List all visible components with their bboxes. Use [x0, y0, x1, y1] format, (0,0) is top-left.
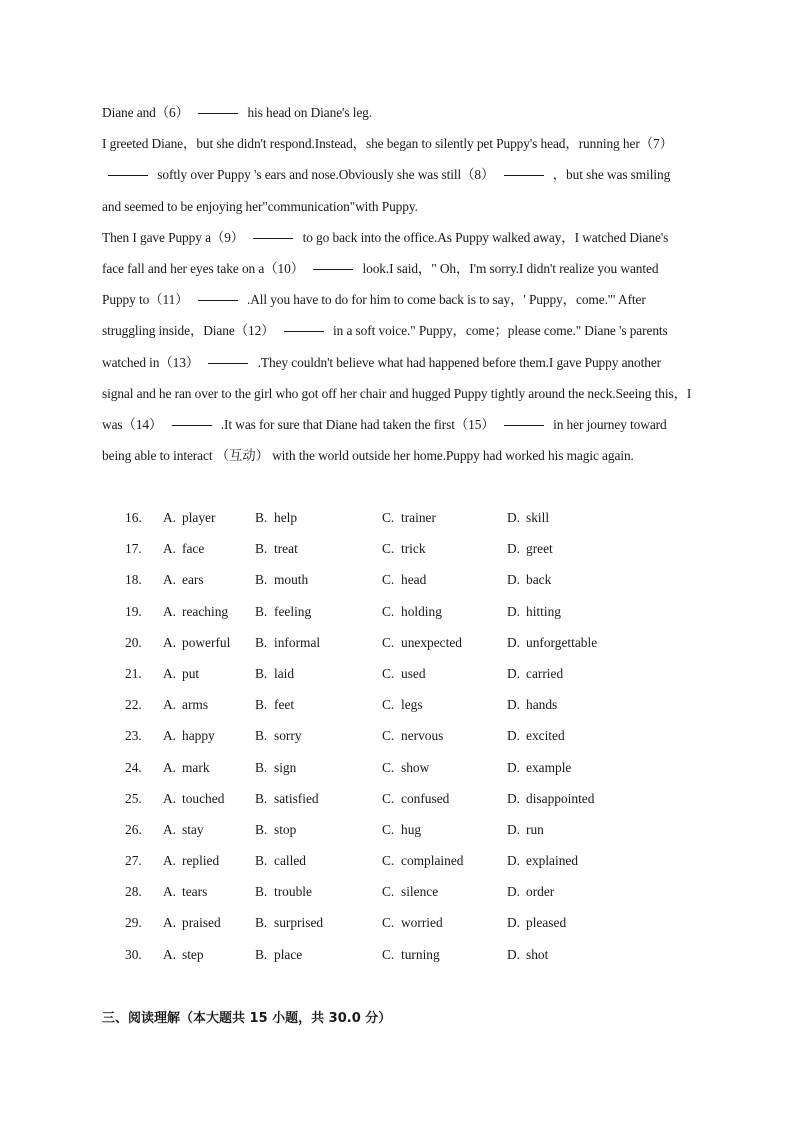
passage-text: ，but she was smiling and seemed to be enjoying her"communication"with Puppy. — [102, 167, 671, 214]
question-row — [125, 814, 685, 845]
question-row — [125, 783, 685, 814]
question-number: 26. — [125, 821, 142, 837]
question-number: 20. — [125, 634, 142, 650]
option-a — [163, 689, 208, 720]
option-d — [507, 845, 578, 876]
question-row — [125, 845, 685, 876]
passage-text: in a soft voice." Puppy，come；please come." Diane 's parents watched in（13） — [102, 323, 668, 370]
option-letter: D. — [507, 728, 521, 744]
option-letter: A. — [163, 853, 177, 869]
option-b — [255, 596, 311, 627]
passage-text: his head on Diane's leg. — [247, 105, 373, 120]
passage-text: to go back into the office.As Puppy walked away，I watched Diane's face fall and her eyes take on a（10） — [102, 229, 669, 277]
option-text: ears — [182, 572, 204, 588]
option-text: satisfied — [274, 790, 319, 806]
option-text: back — [526, 572, 552, 588]
option-a — [163, 533, 204, 564]
option-a — [163, 720, 215, 751]
option-text: legs — [401, 697, 423, 713]
option-letter: C. — [382, 603, 395, 619]
option-letter: A. — [163, 728, 177, 744]
option-letter: A. — [163, 541, 177, 557]
option-a — [163, 907, 221, 938]
option-letter: C. — [382, 697, 395, 713]
question-row — [125, 720, 685, 751]
option-text: excited — [526, 728, 565, 744]
question-number: 22. — [125, 697, 142, 713]
option-b — [255, 907, 323, 938]
passage-text: softly over Puppy 's ears and nose.Obviously she was still（8） — [157, 167, 495, 183]
option-b — [255, 845, 306, 876]
option-letter: B. — [255, 541, 268, 557]
option-letter: A. — [163, 697, 177, 713]
option-text: called — [274, 853, 306, 869]
option-text: trick — [401, 541, 426, 557]
option-d — [507, 939, 548, 970]
question-row — [125, 596, 685, 627]
option-c — [382, 783, 449, 814]
option-text: face — [182, 541, 205, 557]
option-letter: C. — [382, 572, 395, 588]
option-letter: A. — [163, 946, 177, 962]
option-b — [255, 564, 308, 595]
option-c — [382, 502, 436, 533]
option-text: shot — [526, 946, 549, 962]
option-text: order — [526, 884, 555, 900]
option-d — [507, 783, 594, 814]
option-letter: A. — [163, 510, 177, 525]
option-text: put — [182, 665, 200, 681]
question-row — [125, 627, 685, 658]
blank-11 — [198, 299, 238, 301]
passage-text: Diane and（6） — [102, 105, 189, 120]
option-d — [507, 907, 566, 938]
option-text: laid — [274, 665, 295, 681]
option-text: worried — [401, 915, 443, 931]
option-c — [382, 627, 462, 658]
option-text: place — [274, 946, 303, 962]
option-a — [163, 596, 228, 627]
option-text: arms — [182, 697, 209, 713]
question-number: 18. — [125, 572, 142, 588]
option-a — [163, 939, 204, 970]
option-text: silence — [401, 884, 439, 900]
question-number: 27. — [125, 853, 142, 869]
option-text: powerful — [182, 634, 231, 650]
option-text: stay — [182, 821, 204, 837]
option-letter: D. — [507, 790, 521, 806]
option-b — [255, 627, 320, 658]
option-a — [163, 752, 210, 783]
option-letter: D. — [507, 510, 521, 525]
option-letter: B. — [255, 572, 268, 588]
option-text: holding — [401, 603, 442, 619]
option-text: carried — [526, 665, 564, 681]
option-letter: D. — [507, 946, 521, 962]
option-text: feet — [274, 697, 295, 713]
passage-paragraph-3 — [102, 222, 692, 472]
option-a — [163, 564, 204, 595]
question-row — [125, 907, 685, 938]
option-b — [255, 814, 296, 845]
option-letter: C. — [382, 665, 395, 681]
option-c — [382, 939, 440, 970]
option-letter: A. — [163, 603, 177, 619]
question-row — [125, 689, 685, 720]
option-text: hands — [526, 697, 558, 713]
question-number: 24. — [125, 759, 142, 775]
option-text: stop — [274, 821, 297, 837]
passage-text: .They couldn't believe what had happened before them.I gave Puppy another signal and he ran over to the girl who got off her chair and hugged Puppy tightly around the neck.Seeing this，I was（14） — [102, 354, 692, 433]
option-a — [163, 502, 215, 533]
blank-6 — [198, 112, 238, 114]
passage-paragraph-1 — [102, 97, 692, 128]
option-text: praised — [182, 915, 221, 931]
option-c — [382, 814, 421, 845]
option-text: mouth — [274, 572, 309, 588]
option-letter: C. — [382, 541, 395, 557]
option-a — [163, 845, 219, 876]
option-a — [163, 627, 230, 658]
option-text: hitting — [526, 603, 561, 619]
option-b — [255, 533, 298, 564]
option-letter: C. — [382, 946, 395, 962]
option-letter: D. — [507, 915, 521, 931]
option-text: feeling — [274, 603, 312, 619]
blank-10 — [313, 268, 353, 270]
question-row — [125, 658, 685, 689]
option-b — [255, 876, 312, 907]
question-number: 25. — [125, 790, 142, 806]
passage-text: look.I said，" Oh，I'm sorry.I didn't realize you wanted Puppy to（11） — [102, 261, 659, 308]
blank-14 — [172, 424, 212, 426]
option-text: tears — [182, 884, 208, 900]
option-b — [255, 939, 302, 970]
question-number: 17. — [125, 541, 142, 557]
option-d — [507, 876, 554, 907]
question-number: 16. — [125, 510, 142, 525]
option-letter: A. — [163, 884, 177, 900]
passage-text: .All you have to do for him to come back is to say，' Puppy，come.'" After struggling inside，Diane（12） — [102, 292, 646, 339]
option-b — [255, 783, 319, 814]
option-letter: D. — [507, 634, 521, 650]
option-letter: C. — [382, 634, 395, 650]
passage-text: Then I gave Puppy a（9） — [102, 229, 245, 245]
passage-text: I greeted Diane，but she didn't respond.Instead，she began to silently pet Puppy's head，running her（7） — [102, 136, 673, 152]
option-b — [255, 502, 297, 533]
option-d — [507, 596, 561, 627]
option-letter: D. — [507, 541, 521, 557]
option-c — [382, 689, 423, 720]
option-letter: D. — [507, 821, 521, 837]
option-text: unforgettable — [526, 634, 598, 650]
option-letter: A. — [163, 759, 177, 775]
question-row — [125, 502, 685, 533]
option-text: used — [401, 665, 426, 681]
answer-options-list — [125, 502, 685, 970]
option-text: treat — [274, 541, 298, 557]
option-letter: A. — [163, 790, 177, 806]
option-letter: A. — [163, 572, 177, 588]
question-number: 21. — [125, 665, 142, 681]
option-text: hug — [401, 821, 422, 837]
option-d — [507, 752, 571, 783]
question-number: 28. — [125, 884, 142, 900]
option-letter: C. — [382, 790, 395, 806]
option-text: mark — [182, 759, 210, 775]
option-c — [382, 596, 442, 627]
option-letter: C. — [382, 821, 395, 837]
question-row — [125, 533, 685, 564]
option-text: happy — [182, 728, 215, 744]
option-text: trouble — [274, 884, 312, 900]
option-letter: B. — [255, 728, 268, 744]
option-letter: B. — [255, 915, 268, 931]
option-letter: D. — [507, 572, 521, 588]
blank-7 — [108, 174, 148, 176]
option-letter: B. — [255, 884, 268, 900]
option-letter: A. — [163, 665, 177, 681]
option-text: complained — [401, 853, 464, 869]
option-letter: D. — [507, 665, 521, 681]
option-letter: C. — [382, 728, 395, 744]
question-row — [125, 752, 685, 783]
option-text: informal — [274, 634, 321, 650]
question-number: 23. — [125, 728, 142, 744]
option-letter: B. — [255, 697, 268, 713]
option-c — [382, 720, 443, 751]
option-text: head — [401, 572, 427, 588]
option-text: explained — [526, 853, 579, 869]
option-letter: B. — [255, 510, 268, 525]
passage-paragraph-2 — [102, 128, 692, 222]
option-b — [255, 752, 296, 783]
option-text: surprised — [274, 915, 324, 931]
option-letter: B. — [255, 853, 268, 869]
blank-8 — [504, 174, 544, 176]
option-b — [255, 658, 294, 689]
option-d — [507, 627, 597, 658]
option-letter: A. — [163, 634, 177, 650]
option-text: show — [401, 759, 430, 775]
option-letter: C. — [382, 510, 395, 525]
blank-13 — [208, 362, 248, 364]
option-letter: B. — [255, 821, 268, 837]
option-letter: D. — [507, 603, 521, 619]
option-text: example — [526, 759, 572, 775]
question-row — [125, 939, 685, 970]
blank-12 — [284, 330, 324, 332]
option-letter: B. — [255, 603, 268, 619]
question-row — [125, 564, 685, 595]
option-text: disappointed — [526, 790, 595, 806]
option-d — [507, 689, 557, 720]
option-letter: D. — [507, 853, 521, 869]
option-c — [382, 907, 443, 938]
option-letter: B. — [255, 634, 268, 650]
option-letter: B. — [255, 946, 268, 962]
option-text: help — [274, 510, 298, 525]
option-c — [382, 533, 426, 564]
option-text: sign — [274, 759, 297, 775]
cloze-passage — [102, 97, 692, 471]
option-letter: C. — [382, 915, 395, 931]
option-letter: B. — [255, 790, 268, 806]
option-letter: C. — [382, 853, 395, 869]
option-text: turning — [401, 946, 440, 962]
option-letter: B. — [255, 759, 268, 775]
question-number: 30. — [125, 946, 142, 962]
option-d — [507, 658, 563, 689]
option-letter: D. — [507, 697, 521, 713]
question-number: 19. — [125, 603, 142, 619]
option-b — [255, 720, 302, 751]
option-letter: B. — [255, 665, 268, 681]
option-text: pleased — [526, 915, 567, 931]
section-heading: 三、阅读理解（本大题共 15 小题，共 30.0 分） — [102, 1011, 392, 1026]
blank-9 — [253, 237, 293, 239]
option-text: replied — [182, 853, 220, 869]
option-a — [163, 783, 224, 814]
option-a — [163, 814, 204, 845]
option-d — [507, 533, 553, 564]
passage-text: .It was for sure that Diane had taken the first（15） — [220, 417, 495, 433]
option-letter: C. — [382, 884, 395, 900]
question-row — [125, 876, 685, 907]
option-text: player — [182, 510, 216, 525]
option-c — [382, 876, 438, 907]
option-letter: D. — [507, 759, 521, 775]
option-text: touched — [182, 790, 225, 806]
option-d — [507, 720, 565, 751]
option-text: skill — [526, 510, 550, 525]
option-a — [163, 658, 199, 689]
passage-text: in her journey toward being able to interact （互动） with the world outside her home.Puppy had worked his magic again. — [102, 417, 667, 464]
option-c — [382, 752, 429, 783]
option-text: greet — [526, 541, 553, 557]
question-number: 29. — [125, 915, 142, 931]
option-text: reaching — [182, 603, 229, 619]
option-letter: A. — [163, 821, 177, 837]
option-text: nervous — [401, 728, 444, 744]
option-text: run — [526, 821, 544, 837]
option-letter: A. — [163, 915, 177, 931]
option-text: trainer — [401, 510, 436, 525]
option-text: sorry — [274, 728, 302, 744]
option-text: confused — [401, 790, 450, 806]
option-c — [382, 845, 463, 876]
option-text: unexpected — [401, 634, 462, 650]
option-a — [163, 876, 207, 907]
option-d — [507, 502, 549, 533]
option-b — [255, 689, 294, 720]
option-letter: D. — [507, 884, 521, 900]
option-c — [382, 564, 426, 595]
option-d — [507, 564, 551, 595]
blank-15 — [504, 424, 544, 426]
option-letter: C. — [382, 759, 395, 775]
option-d — [507, 814, 544, 845]
option-c — [382, 658, 426, 689]
option-text: step — [182, 946, 204, 962]
